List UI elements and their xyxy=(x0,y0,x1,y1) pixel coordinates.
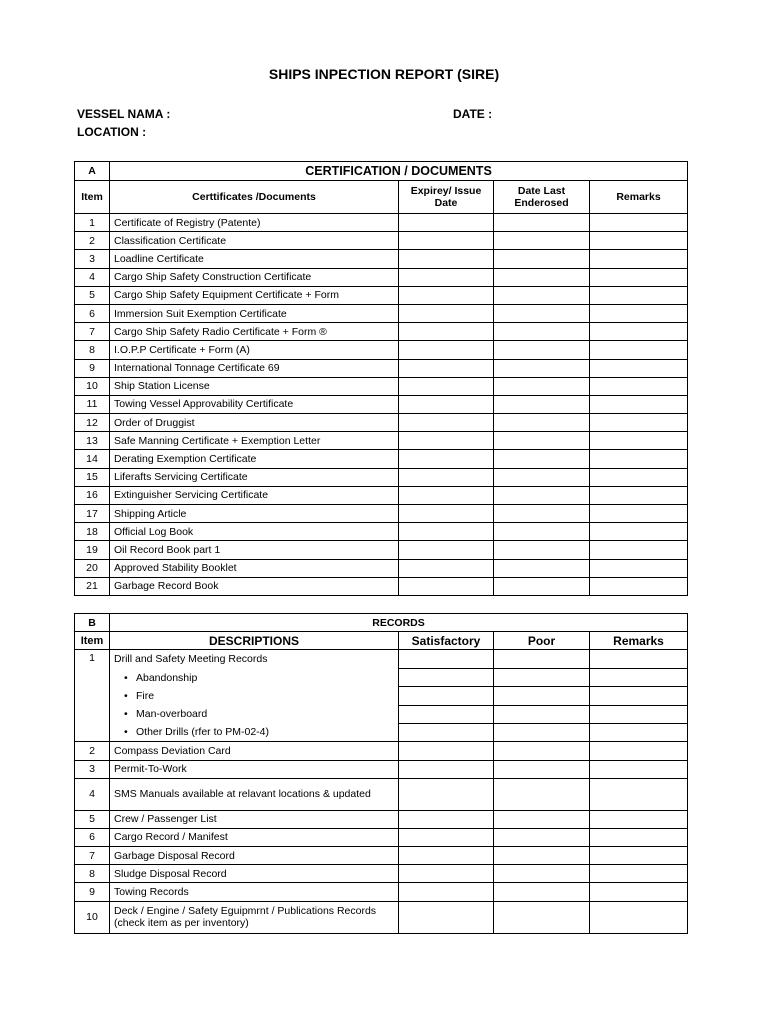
date-last-endorsed-cell[interactable] xyxy=(494,505,590,523)
remarks-cell[interactable] xyxy=(590,523,688,541)
expiry-date-cell[interactable] xyxy=(399,214,494,232)
item-number: 10 xyxy=(75,901,110,933)
page-title: SHIPS INPECTION REPORT (SIRE) xyxy=(268,66,500,82)
table-row xyxy=(75,359,688,377)
expiry-date-cell[interactable] xyxy=(399,541,494,559)
expiry-date-cell[interactable] xyxy=(399,505,494,523)
table-row xyxy=(75,214,688,232)
table-row xyxy=(75,828,688,846)
expiry-date-cell[interactable] xyxy=(399,486,494,504)
expiry-date-cell[interactable] xyxy=(399,523,494,541)
item-number: 7 xyxy=(75,323,110,341)
satisfactory-cell[interactable] xyxy=(399,760,494,778)
table-row xyxy=(75,847,688,865)
poor-cell[interactable] xyxy=(494,883,590,901)
table-row xyxy=(75,414,688,432)
remarks-cell[interactable] xyxy=(590,559,688,577)
date-last-endorsed-cell[interactable] xyxy=(494,286,590,304)
expiry-date-cell[interactable] xyxy=(399,232,494,250)
poor-cell[interactable] xyxy=(494,778,590,810)
table-row xyxy=(75,901,688,933)
col-remarks: Remarks xyxy=(590,632,688,650)
remarks-cell[interactable] xyxy=(590,760,688,778)
document-name: Approved Stability Booklet xyxy=(110,559,399,577)
expiry-date-cell[interactable] xyxy=(399,395,494,413)
remarks-cell[interactable] xyxy=(590,778,688,810)
item-number: 6 xyxy=(75,828,110,846)
section-a-title: CERTIFICATION / DOCUMENTS xyxy=(110,162,688,181)
date-last-endorsed-cell[interactable] xyxy=(494,414,590,432)
date-last-endorsed-cell[interactable] xyxy=(494,232,590,250)
satisfactory-cell[interactable] xyxy=(399,901,494,933)
date-last-endorsed-cell[interactable] xyxy=(494,304,590,322)
date-last-endorsed-cell[interactable] xyxy=(494,323,590,341)
col-satisfactory: Satisfactory xyxy=(399,632,494,650)
vessel-name-label: VESSEL NAMA : xyxy=(77,107,171,121)
poor-cell[interactable] xyxy=(494,865,590,883)
poor-cell[interactable] xyxy=(494,760,590,778)
remarks-cell[interactable] xyxy=(590,705,688,723)
remarks-cell[interactable] xyxy=(590,268,688,286)
poor-cell[interactable] xyxy=(494,847,590,865)
table-row xyxy=(75,450,688,468)
date-last-endorsed-cell[interactable] xyxy=(494,359,590,377)
section-a-header xyxy=(75,162,688,181)
satisfactory-cell[interactable] xyxy=(399,650,494,668)
record-description: Garbage Disposal Record xyxy=(110,847,399,865)
remarks-cell[interactable] xyxy=(590,323,688,341)
item-number: 3 xyxy=(75,250,110,268)
satisfactory-cell[interactable] xyxy=(399,828,494,846)
section-a-column-headers xyxy=(75,181,688,214)
bullet-icon: • xyxy=(124,707,128,720)
document-name: Ship Station License xyxy=(110,377,399,395)
col-descriptions: DESCRIPTIONS xyxy=(110,632,399,650)
satisfactory-cell[interactable] xyxy=(399,742,494,760)
item-number: 15 xyxy=(75,468,110,486)
item-number: 1 xyxy=(75,650,110,742)
section-b-title: RECORDS xyxy=(110,614,688,632)
document-name: Cargo Ship Safety Radio Certificate + Form ® xyxy=(110,323,399,341)
drill-label: Drill and Safety Meeting Records xyxy=(114,653,268,666)
item-number: 13 xyxy=(75,432,110,450)
document-name: Order of Druggist xyxy=(110,414,399,432)
records-table xyxy=(74,613,688,934)
remarks-cell[interactable] xyxy=(590,810,688,828)
table-row xyxy=(75,341,688,359)
satisfactory-cell[interactable] xyxy=(399,865,494,883)
satisfactory-cell[interactable] xyxy=(399,687,494,705)
section-b-letter: B xyxy=(75,614,110,632)
document-name: Cargo Ship Safety Equipment Certificate + Form xyxy=(110,286,399,304)
drill-sub-item xyxy=(110,669,398,687)
section-b-column-headers xyxy=(75,632,688,650)
expiry-date-cell[interactable] xyxy=(399,268,494,286)
drill-sub-label: Fire xyxy=(136,689,155,702)
date-last-endorsed-cell[interactable] xyxy=(494,523,590,541)
date-last-endorsed-cell[interactable] xyxy=(494,341,590,359)
date-last-endorsed-cell[interactable] xyxy=(494,250,590,268)
col-remarks: Remarks xyxy=(590,181,688,214)
item-number: 8 xyxy=(75,865,110,883)
table-row xyxy=(75,286,688,304)
table-row xyxy=(75,304,688,322)
satisfactory-cell[interactable] xyxy=(399,883,494,901)
expiry-date-cell[interactable] xyxy=(399,559,494,577)
certification-table xyxy=(74,161,688,596)
expiry-date-cell[interactable] xyxy=(399,377,494,395)
poor-cell[interactable] xyxy=(494,828,590,846)
document-name: Classification Certificate xyxy=(110,232,399,250)
date-last-endorsed-cell[interactable] xyxy=(494,377,590,395)
table-row xyxy=(75,232,688,250)
record-description: Cargo Record / Manifest xyxy=(110,828,399,846)
item-number: 18 xyxy=(75,523,110,541)
remarks-cell[interactable] xyxy=(590,847,688,865)
expiry-date-cell[interactable] xyxy=(399,341,494,359)
table-row xyxy=(75,778,688,810)
date-last-endorsed-cell[interactable] xyxy=(494,468,590,486)
item-number: 1 xyxy=(75,214,110,232)
remarks-cell[interactable] xyxy=(590,214,688,232)
item-number: 4 xyxy=(75,268,110,286)
col-item: Item xyxy=(75,632,110,650)
expiry-date-cell[interactable] xyxy=(399,468,494,486)
location-label: LOCATION : xyxy=(77,125,147,139)
document-name: Liferafts Servicing Certificate xyxy=(110,468,399,486)
remarks-cell[interactable] xyxy=(590,668,688,686)
satisfactory-cell[interactable] xyxy=(399,847,494,865)
remarks-cell[interactable] xyxy=(590,377,688,395)
expiry-date-cell[interactable] xyxy=(399,359,494,377)
poor-cell[interactable] xyxy=(494,650,590,668)
remarks-cell[interactable] xyxy=(590,883,688,901)
document-name: Official Log Book xyxy=(110,523,399,541)
record-description: Deck / Engine / Safety Eguipmrnt / Publications Records (check item as per inventory) xyxy=(110,901,399,933)
poor-cell[interactable] xyxy=(494,810,590,828)
poor-cell[interactable] xyxy=(494,705,590,723)
remarks-cell[interactable] xyxy=(590,650,688,668)
date-last-endorsed-cell[interactable] xyxy=(494,450,590,468)
record-description: Towing Records xyxy=(110,883,399,901)
satisfactory-cell[interactable] xyxy=(399,810,494,828)
table-row xyxy=(75,377,688,395)
drill-description xyxy=(110,650,399,742)
poor-cell[interactable] xyxy=(494,901,590,933)
document-name: Extinguisher Servicing Certificate xyxy=(110,486,399,504)
item-number: 8 xyxy=(75,341,110,359)
remarks-cell[interactable] xyxy=(590,865,688,883)
date-last-endorsed-cell[interactable] xyxy=(494,432,590,450)
col-item: Item xyxy=(75,181,110,214)
expiry-date-cell[interactable] xyxy=(399,414,494,432)
date-last-endorsed-cell[interactable] xyxy=(494,577,590,595)
drill-sub-item xyxy=(110,687,398,705)
document-name: Oil Record Book part 1 xyxy=(110,541,399,559)
table-row xyxy=(75,523,688,541)
table-row xyxy=(75,486,688,504)
col-expiry: Expirey/ Issue Date xyxy=(399,181,494,214)
remarks-cell[interactable] xyxy=(590,901,688,933)
remarks-cell[interactable] xyxy=(590,468,688,486)
col-date-last: Date Last Enderosed xyxy=(494,181,590,214)
remarks-cell[interactable] xyxy=(590,359,688,377)
table-row xyxy=(75,395,688,413)
item-number: 19 xyxy=(75,541,110,559)
table-row xyxy=(75,577,688,595)
item-number: 21 xyxy=(75,577,110,595)
remarks-cell[interactable] xyxy=(590,250,688,268)
expiry-date-cell[interactable] xyxy=(399,304,494,322)
poor-cell[interactable] xyxy=(494,723,590,741)
remarks-cell[interactable] xyxy=(590,828,688,846)
table-row xyxy=(75,505,688,523)
drill-sub-label: Abandonship xyxy=(136,671,198,684)
document-name: I.O.P.P Certificate + Form (A) xyxy=(110,341,399,359)
poor-cell[interactable] xyxy=(494,687,590,705)
table-row xyxy=(75,432,688,450)
document-name: Loadline Certificate xyxy=(110,250,399,268)
remarks-cell[interactable] xyxy=(590,505,688,523)
item-number: 12 xyxy=(75,414,110,432)
record-description: Sludge Disposal Record xyxy=(110,865,399,883)
document-name: Derating Exemption Certificate xyxy=(110,450,399,468)
remarks-cell[interactable] xyxy=(590,304,688,322)
expiry-date-cell[interactable] xyxy=(399,286,494,304)
date-last-endorsed-cell[interactable] xyxy=(494,395,590,413)
document-name: International Tonnage Certificate 69 xyxy=(110,359,399,377)
expiry-date-cell[interactable] xyxy=(399,250,494,268)
document-name: Garbage Record Book xyxy=(110,577,399,595)
remarks-cell[interactable] xyxy=(590,414,688,432)
remarks-cell[interactable] xyxy=(590,486,688,504)
item-number: 5 xyxy=(75,810,110,828)
item-number: 14 xyxy=(75,450,110,468)
expiry-date-cell[interactable] xyxy=(399,432,494,450)
record-description: Permit-To-Work xyxy=(110,760,399,778)
satisfactory-cell[interactable] xyxy=(399,778,494,810)
date-last-endorsed-cell[interactable] xyxy=(494,268,590,286)
section-a-letter: A xyxy=(75,162,110,181)
item-number: 5 xyxy=(75,286,110,304)
table-row xyxy=(75,810,688,828)
satisfactory-cell[interactable] xyxy=(399,705,494,723)
remarks-cell[interactable] xyxy=(590,577,688,595)
expiry-date-cell[interactable] xyxy=(399,577,494,595)
expiry-date-cell[interactable] xyxy=(399,323,494,341)
document-name: Towing Vessel Approvability Certificate xyxy=(110,395,399,413)
remarks-cell[interactable] xyxy=(590,742,688,760)
date-last-endorsed-cell[interactable] xyxy=(494,214,590,232)
item-number: 11 xyxy=(75,395,110,413)
item-number: 3 xyxy=(75,760,110,778)
drill-sub-item xyxy=(110,723,398,741)
drill-sub-label: Man-overboard xyxy=(136,707,208,720)
satisfactory-cell[interactable] xyxy=(399,723,494,741)
satisfactory-cell[interactable] xyxy=(399,668,494,686)
item-number: 4 xyxy=(75,778,110,810)
remarks-cell[interactable] xyxy=(590,286,688,304)
item-number: 10 xyxy=(75,377,110,395)
record-description: SMS Manuals available at relavant locations & updated xyxy=(110,778,399,810)
bullet-icon: • xyxy=(124,726,128,739)
bullet-icon: • xyxy=(124,689,128,702)
poor-cell[interactable] xyxy=(494,668,590,686)
document-name: Shipping Article xyxy=(110,505,399,523)
document-name: Safe Manning Certificate + Exemption Letter xyxy=(110,432,399,450)
table-row xyxy=(75,883,688,901)
col-documents: Certtificates /Documents xyxy=(110,181,399,214)
remarks-cell[interactable] xyxy=(590,687,688,705)
record-description: Compass Deviation Card xyxy=(110,742,399,760)
item-number: 20 xyxy=(75,559,110,577)
item-number: 7 xyxy=(75,847,110,865)
item-number: 16 xyxy=(75,486,110,504)
table-row xyxy=(75,323,688,341)
table-row xyxy=(75,650,688,668)
expiry-date-cell[interactable] xyxy=(399,450,494,468)
table-row xyxy=(75,268,688,286)
item-number: 17 xyxy=(75,505,110,523)
remarks-cell[interactable] xyxy=(590,541,688,559)
remarks-cell[interactable] xyxy=(590,432,688,450)
date-last-endorsed-cell[interactable] xyxy=(494,486,590,504)
table-row xyxy=(75,865,688,883)
item-number: 2 xyxy=(75,742,110,760)
date-last-endorsed-cell[interactable] xyxy=(494,541,590,559)
item-number: 6 xyxy=(75,304,110,322)
drill-sub-label: Other Drills (rfer to PM-02-4) xyxy=(136,726,270,739)
record-description: Crew / Passenger List xyxy=(110,810,399,828)
col-poor: Poor xyxy=(494,632,590,650)
section-b-header xyxy=(75,614,688,632)
poor-cell[interactable] xyxy=(494,742,590,760)
table-row xyxy=(75,541,688,559)
remarks-cell[interactable] xyxy=(590,723,688,741)
item-number: 9 xyxy=(75,883,110,901)
document-name: Cargo Ship Safety Construction Certificate xyxy=(110,268,399,286)
date-last-endorsed-cell[interactable] xyxy=(494,559,590,577)
document-name: Certificate of Registry (Patente) xyxy=(110,214,399,232)
bullet-icon: • xyxy=(124,671,128,684)
remarks-cell[interactable] xyxy=(590,450,688,468)
remarks-cell[interactable] xyxy=(590,232,688,250)
item-number: 9 xyxy=(75,359,110,377)
remarks-cell[interactable] xyxy=(590,395,688,413)
table-row xyxy=(75,468,688,486)
table-row xyxy=(75,760,688,778)
table-row xyxy=(75,250,688,268)
remarks-cell[interactable] xyxy=(590,341,688,359)
document-name: Immersion Suit Exemption Certificate xyxy=(110,304,399,322)
date-label: DATE : xyxy=(453,107,493,121)
drill-sub-item xyxy=(110,705,398,723)
table-row xyxy=(75,559,688,577)
item-number: 2 xyxy=(75,232,110,250)
table-row xyxy=(75,742,688,760)
